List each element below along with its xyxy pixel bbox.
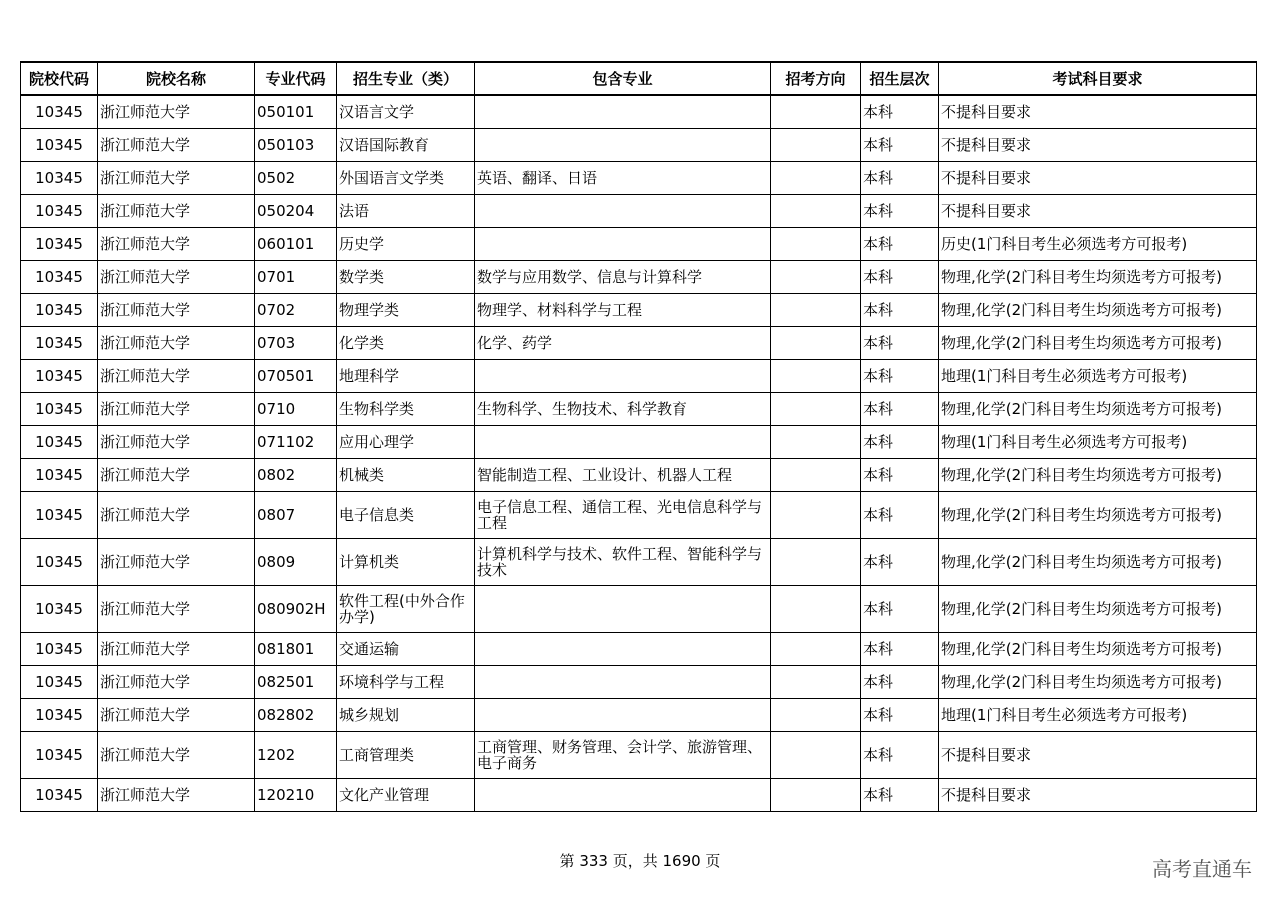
cell-direction <box>771 778 861 811</box>
cell-level: 本科 <box>861 326 939 359</box>
cell-school-name: 浙江师范大学 <box>98 491 255 538</box>
cell-subject-requirement: 物理,化学(2门科目考生均须选考方可报考) <box>939 538 1257 585</box>
cell-direction <box>771 359 861 392</box>
cell-school-name: 浙江师范大学 <box>98 194 255 227</box>
table-row <box>21 392 1257 425</box>
cell-major-name: 电子信息类 <box>337 491 475 538</box>
cell-school-code: 10345 <box>21 778 98 811</box>
cell-school-name: 浙江师范大学 <box>98 392 255 425</box>
page-number: 第 333 页，共 1690 页 <box>559 852 721 870</box>
cell-level: 本科 <box>861 359 939 392</box>
cell-subject-requirement: 物理,化学(2门科目考生均须选考方可报考) <box>939 293 1257 326</box>
table-row <box>21 359 1257 392</box>
cell-school-code: 10345 <box>21 293 98 326</box>
cell-major-name: 城乡规划 <box>337 698 475 731</box>
table-row <box>21 128 1257 161</box>
cell-major-name: 汉语言文学 <box>337 95 475 128</box>
cell-included-majors <box>475 778 771 811</box>
cell-level: 本科 <box>861 491 939 538</box>
cell-school-code: 10345 <box>21 491 98 538</box>
table-row <box>21 260 1257 293</box>
table-row <box>21 698 1257 731</box>
cell-major-name: 软件工程(中外合作办学) <box>337 585 475 632</box>
cell-level: 本科 <box>861 392 939 425</box>
cell-subject-requirement: 历史(1门科目考生必须选考方可报考) <box>939 227 1257 260</box>
cell-direction <box>771 632 861 665</box>
cell-school-code: 10345 <box>21 260 98 293</box>
table-row <box>21 632 1257 665</box>
cell-school-code: 10345 <box>21 538 98 585</box>
cell-major-name: 应用心理学 <box>337 425 475 458</box>
cell-direction <box>771 326 861 359</box>
header-school-name: 院校名称 <box>98 62 255 95</box>
cell-included-majors: 英语、翻译、日语 <box>475 161 771 194</box>
table-row <box>21 95 1257 128</box>
cell-included-majors <box>475 359 771 392</box>
cell-included-majors <box>475 194 771 227</box>
cell-major-name: 计算机类 <box>337 538 475 585</box>
cell-subject-requirement: 物理,化学(2门科目考生均须选考方可报考) <box>939 260 1257 293</box>
cell-school-code: 10345 <box>21 326 98 359</box>
cell-included-majors <box>475 665 771 698</box>
admissions-table <box>20 61 1257 812</box>
table-row <box>21 585 1257 632</box>
cell-level: 本科 <box>861 778 939 811</box>
table-body <box>21 95 1257 811</box>
cell-school-name: 浙江师范大学 <box>98 731 255 778</box>
table-row <box>21 538 1257 585</box>
cell-direction <box>771 731 861 778</box>
cell-level: 本科 <box>861 128 939 161</box>
cell-subject-requirement: 物理,化学(2门科目考生均须选考方可报考) <box>939 326 1257 359</box>
cell-school-name: 浙江师范大学 <box>98 260 255 293</box>
table-header-row <box>21 62 1257 95</box>
cell-direction <box>771 128 861 161</box>
cell-direction <box>771 260 861 293</box>
cell-level: 本科 <box>861 665 939 698</box>
cell-school-name: 浙江师范大学 <box>98 698 255 731</box>
cell-included-majors: 工商管理、财务管理、会计学、旅游管理、电子商务 <box>475 731 771 778</box>
cell-school-code: 10345 <box>21 392 98 425</box>
cell-school-name: 浙江师范大学 <box>98 632 255 665</box>
cell-school-name: 浙江师范大学 <box>98 665 255 698</box>
cell-direction <box>771 665 861 698</box>
cell-major-code: 081801 <box>255 632 337 665</box>
cell-school-code: 10345 <box>21 458 98 491</box>
cell-included-majors <box>475 227 771 260</box>
cell-major-name: 法语 <box>337 194 475 227</box>
cell-included-majors <box>475 425 771 458</box>
cell-subject-requirement: 不提科目要求 <box>939 128 1257 161</box>
cell-level: 本科 <box>861 698 939 731</box>
table-row <box>21 731 1257 778</box>
cell-school-name: 浙江师范大学 <box>98 326 255 359</box>
cell-level: 本科 <box>861 585 939 632</box>
cell-major-name: 数学类 <box>337 260 475 293</box>
cell-major-name: 汉语国际教育 <box>337 128 475 161</box>
cell-level: 本科 <box>861 161 939 194</box>
table-row <box>21 326 1257 359</box>
cell-major-code: 050204 <box>255 194 337 227</box>
cell-school-code: 10345 <box>21 128 98 161</box>
cell-major-code: 1202 <box>255 731 337 778</box>
cell-level: 本科 <box>861 632 939 665</box>
cell-level: 本科 <box>861 260 939 293</box>
cell-subject-requirement: 物理,化学(2门科目考生均须选考方可报考) <box>939 585 1257 632</box>
cell-school-code: 10345 <box>21 194 98 227</box>
cell-school-code: 10345 <box>21 95 98 128</box>
cell-direction <box>771 585 861 632</box>
cell-major-name: 地理科学 <box>337 359 475 392</box>
cell-major-code: 050103 <box>255 128 337 161</box>
cell-school-code: 10345 <box>21 698 98 731</box>
cell-major-name: 历史学 <box>337 227 475 260</box>
cell-direction <box>771 538 861 585</box>
cell-major-code: 050101 <box>255 95 337 128</box>
cell-level: 本科 <box>861 293 939 326</box>
cell-included-majors <box>475 95 771 128</box>
cell-direction <box>771 161 861 194</box>
cell-subject-requirement: 不提科目要求 <box>939 778 1257 811</box>
cell-major-code: 0702 <box>255 293 337 326</box>
cell-direction <box>771 194 861 227</box>
cell-major-name: 生物科学类 <box>337 392 475 425</box>
cell-school-name: 浙江师范大学 <box>98 227 255 260</box>
cell-school-code: 10345 <box>21 227 98 260</box>
cell-major-name: 交通运输 <box>337 632 475 665</box>
cell-school-name: 浙江师范大学 <box>98 458 255 491</box>
header-included-majors: 包含专业 <box>475 62 771 95</box>
cell-major-name: 环境科学与工程 <box>337 665 475 698</box>
header-major-code: 专业代码 <box>255 62 337 95</box>
cell-school-name: 浙江师范大学 <box>98 161 255 194</box>
cell-major-code: 0502 <box>255 161 337 194</box>
watermark: 高考直通车 <box>1152 857 1252 881</box>
table-row <box>21 227 1257 260</box>
admissions-table-container <box>20 61 1257 812</box>
cell-school-code: 10345 <box>21 359 98 392</box>
cell-subject-requirement: 地理(1门科目考生必须选考方可报考) <box>939 359 1257 392</box>
cell-major-code: 0701 <box>255 260 337 293</box>
cell-included-majors: 化学、药学 <box>475 326 771 359</box>
cell-major-code: 0703 <box>255 326 337 359</box>
cell-subject-requirement: 不提科目要求 <box>939 161 1257 194</box>
cell-included-majors: 数学与应用数学、信息与计算科学 <box>475 260 771 293</box>
cell-level: 本科 <box>861 227 939 260</box>
cell-included-majors <box>475 632 771 665</box>
cell-included-majors <box>475 128 771 161</box>
cell-school-code: 10345 <box>21 161 98 194</box>
cell-subject-requirement: 物理,化学(2门科目考生均须选考方可报考) <box>939 665 1257 698</box>
cell-level: 本科 <box>861 731 939 778</box>
cell-major-code: 082501 <box>255 665 337 698</box>
cell-school-code: 10345 <box>21 425 98 458</box>
cell-included-majors: 物理学、材料科学与工程 <box>475 293 771 326</box>
cell-major-code: 082802 <box>255 698 337 731</box>
cell-subject-requirement: 不提科目要求 <box>939 95 1257 128</box>
cell-subject-requirement: 物理,化学(2门科目考生均须选考方可报考) <box>939 392 1257 425</box>
header-direction: 招考方向 <box>771 62 861 95</box>
cell-major-code: 0809 <box>255 538 337 585</box>
cell-direction <box>771 491 861 538</box>
table-row <box>21 293 1257 326</box>
cell-school-name: 浙江师范大学 <box>98 95 255 128</box>
cell-included-majors: 计算机科学与技术、软件工程、智能科学与技术 <box>475 538 771 585</box>
cell-school-name: 浙江师范大学 <box>98 128 255 161</box>
cell-school-name: 浙江师范大学 <box>98 538 255 585</box>
cell-major-code: 120210 <box>255 778 337 811</box>
cell-level: 本科 <box>861 194 939 227</box>
table-row <box>21 194 1257 227</box>
cell-school-code: 10345 <box>21 632 98 665</box>
cell-direction <box>771 698 861 731</box>
cell-subject-requirement: 物理,化学(2门科目考生均须选考方可报考) <box>939 491 1257 538</box>
cell-school-code: 10345 <box>21 585 98 632</box>
cell-level: 本科 <box>861 538 939 585</box>
cell-major-code: 060101 <box>255 227 337 260</box>
table-row <box>21 425 1257 458</box>
cell-subject-requirement: 物理,化学(2门科目考生均须选考方可报考) <box>939 458 1257 491</box>
cell-school-name: 浙江师范大学 <box>98 293 255 326</box>
cell-major-code: 0807 <box>255 491 337 538</box>
cell-included-majors <box>475 585 771 632</box>
cell-subject-requirement: 不提科目要求 <box>939 731 1257 778</box>
header-level: 招生层次 <box>861 62 939 95</box>
cell-included-majors: 智能制造工程、工业设计、机器人工程 <box>475 458 771 491</box>
table-row <box>21 491 1257 538</box>
cell-direction <box>771 95 861 128</box>
cell-subject-requirement: 不提科目要求 <box>939 194 1257 227</box>
header-major-name: 招生专业（类） <box>337 62 475 95</box>
cell-included-majors <box>475 698 771 731</box>
cell-direction <box>771 392 861 425</box>
table-row <box>21 778 1257 811</box>
cell-direction <box>771 227 861 260</box>
cell-school-name: 浙江师范大学 <box>98 425 255 458</box>
cell-level: 本科 <box>861 95 939 128</box>
cell-included-majors: 电子信息工程、通信工程、光电信息科学与工程 <box>475 491 771 538</box>
cell-major-name: 文化产业管理 <box>337 778 475 811</box>
cell-direction <box>771 458 861 491</box>
cell-major-code: 0802 <box>255 458 337 491</box>
cell-direction <box>771 425 861 458</box>
cell-major-code: 071102 <box>255 425 337 458</box>
cell-major-name: 外国语言文学类 <box>337 161 475 194</box>
cell-major-name: 机械类 <box>337 458 475 491</box>
cell-school-code: 10345 <box>21 665 98 698</box>
cell-school-code: 10345 <box>21 731 98 778</box>
cell-major-code: 0710 <box>255 392 337 425</box>
cell-major-code: 070501 <box>255 359 337 392</box>
cell-major-name: 工商管理类 <box>337 731 475 778</box>
cell-major-name: 物理学类 <box>337 293 475 326</box>
cell-subject-requirement: 地理(1门科目考生必须选考方可报考) <box>939 698 1257 731</box>
cell-major-code: 080902H <box>255 585 337 632</box>
table-row <box>21 161 1257 194</box>
cell-direction <box>771 293 861 326</box>
cell-school-name: 浙江师范大学 <box>98 585 255 632</box>
cell-included-majors: 生物科学、生物技术、科学教育 <box>475 392 771 425</box>
cell-subject-requirement: 物理,化学(2门科目考生均须选考方可报考) <box>939 632 1257 665</box>
cell-school-name: 浙江师范大学 <box>98 359 255 392</box>
cell-level: 本科 <box>861 425 939 458</box>
cell-level: 本科 <box>861 458 939 491</box>
header-school-code: 院校代码 <box>21 62 98 95</box>
table-row <box>21 458 1257 491</box>
cell-major-name: 化学类 <box>337 326 475 359</box>
cell-subject-requirement: 物理(1门科目考生必须选考方可报考) <box>939 425 1257 458</box>
table-row <box>21 665 1257 698</box>
cell-school-name: 浙江师范大学 <box>98 778 255 811</box>
header-subject-requirement: 考试科目要求 <box>939 62 1257 95</box>
